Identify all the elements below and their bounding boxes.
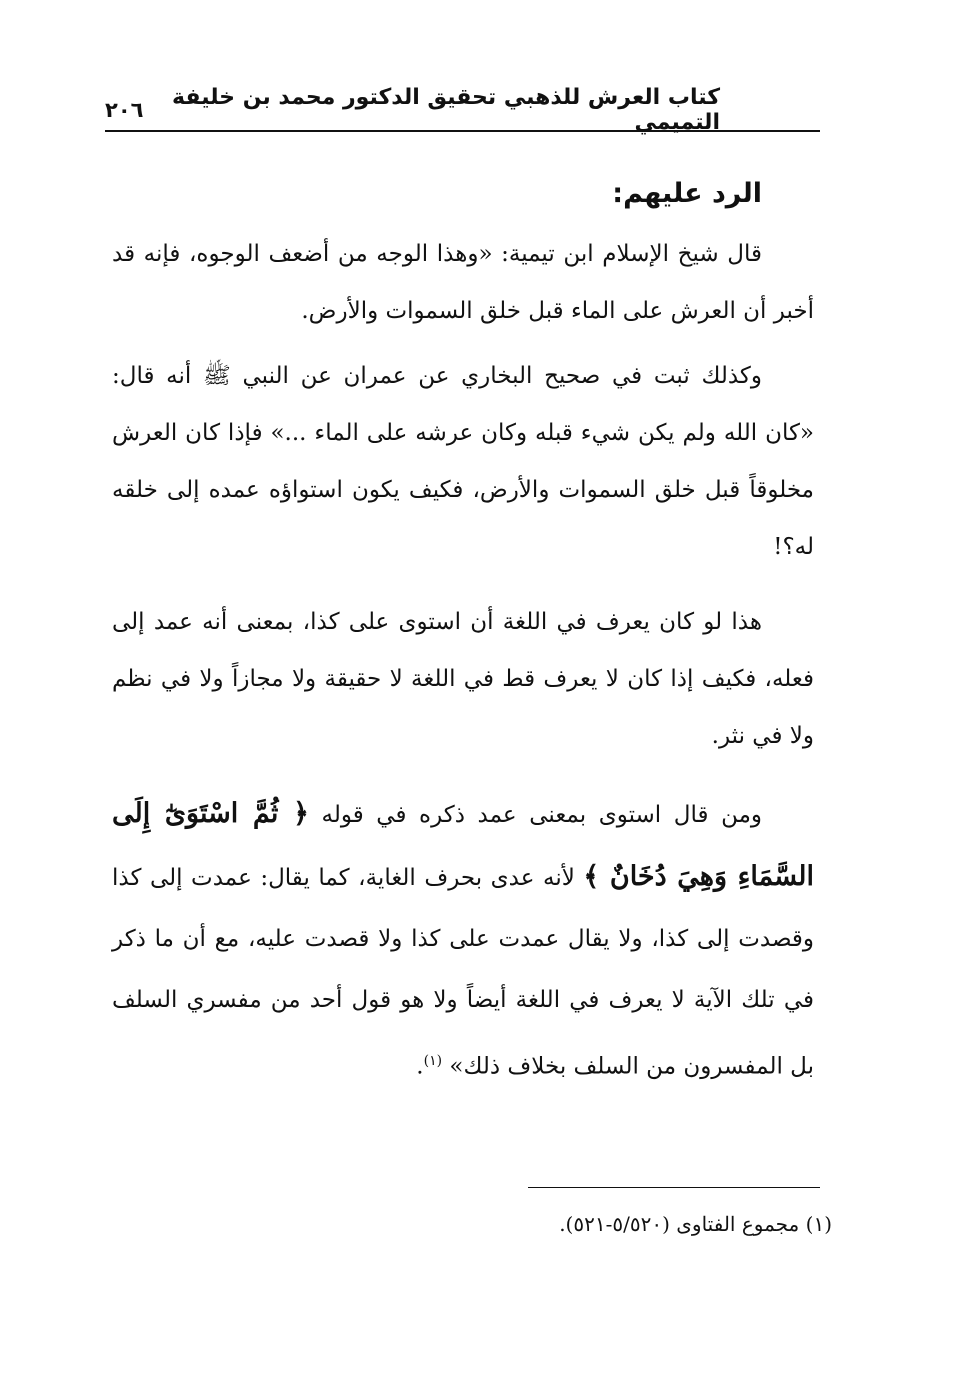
paragraph-language-argument: هذا لو كان يعرف في اللغة أن استوى على كذا، بمعنى أنه عمد إلى فعله، فكيف إذا كان لا يعرف قط في اللغة لا حقيقة ولا مجازاً ولا في نظم ولا في نثر. [112, 609, 814, 749]
paragraph-verse-interpretation [112, 783, 814, 1098]
verse-explanation-text: لأنه عدى بحرف الغاية، كما يقال: عمدت إلى كذا وقصدت إلى كذا، ولا يقال عمدت على كذا ولا قصدت عليه، مع أن ما ذكر في تلك الآية لا يعرف في اللغة أيضاً ولا هو قول أحد من مفسري السلف بل المفسرون من السلف بخلاف ذلك» [112, 865, 814, 1080]
page-number: ٢٠٦ [105, 98, 144, 122]
footnote-reference: (١) [423, 1053, 443, 1069]
quran-verse: ﴿ ثُمَّ اسْتَوَىٰٓ إِلَى السَّمَاءِ وَهِيَ دُخَانٌ ﴾ [112, 798, 815, 892]
header-rule [105, 130, 820, 132]
running-header [105, 85, 820, 135]
footnote: (١) مجموع الفتاوى (٥/٥٢٠-٥٢١). [559, 1212, 832, 1236]
verse-intro-text: ومن قال استوى بمعنى عمد ذكره في قوله [321, 802, 763, 828]
paragraph-ibn-taymiyya-quote: قال شيخ الإسلام ابن تيمية: «وهذا الوجه من أضعف الوجوه، فإنه قد أخبر أن العرش على الماء قبل خلق السموات والأرض. [112, 241, 814, 324]
book-title: كتاب العرش للذهبي تحقيق الدكتور محمد بن خليفة التميمي [172, 85, 720, 135]
paragraph-end-period: . [416, 1053, 424, 1080]
body-text [112, 172, 814, 1106]
section-heading: الرد عليهم: [612, 178, 762, 209]
footnote-rule [528, 1187, 820, 1188]
paragraph-bukhari-hadith: وكذلك ثبت في صحيح البخاري عن عمران عن النبي ﷺ أنه قال: «كان الله ولم يكن شيء قبله وكان عرشه على الماء ...» فإذا كان العرش مخلوقاً قبل خلق السموات والأرض، فكيف يكون استواؤه عمده إلى خلقه له؟! [112, 363, 814, 560]
